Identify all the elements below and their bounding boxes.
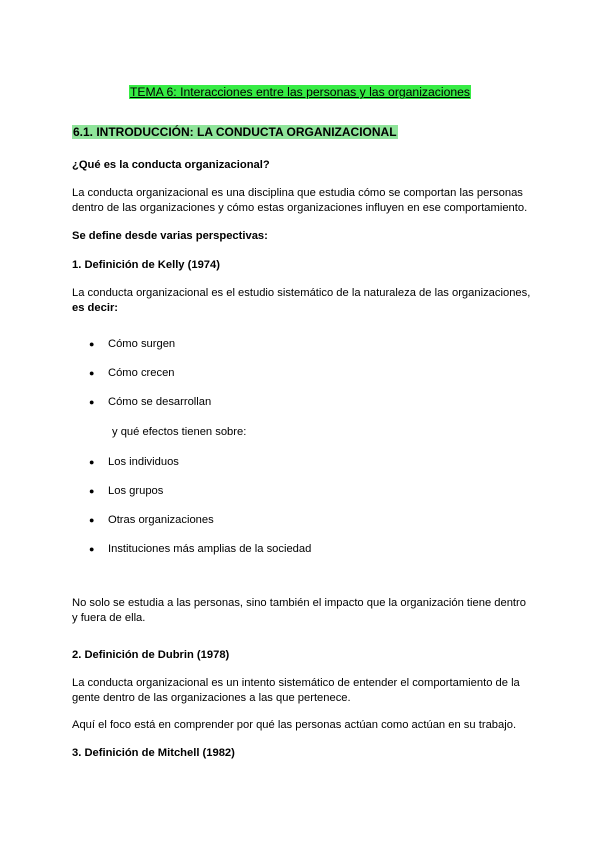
dubrin-focus: Aquí el foco está en comprender por qué las personas actúan como actúan en su trabajo. xyxy=(72,719,517,731)
document-title-text: TEMA 6: Interacciones entre las personas y las organizaciones xyxy=(129,85,471,99)
list-item: Cómo se desarrollan xyxy=(108,396,212,408)
perspectives-heading: Se define desde varias perspectivas: xyxy=(72,230,268,242)
section-heading-text: 6.1. INTRODUCCIÓN: LA CONDUCTA ORGANIZACIONAL xyxy=(73,125,397,139)
list-item: Los individuos xyxy=(108,456,179,468)
kelly-line-1: La conducta organizacional es el estudio sistemático de la naturaleza de las organizaciones, xyxy=(72,287,531,299)
list-item: Otras organizaciones xyxy=(108,514,214,526)
dubrin-heading: 2. Definición de Dubrin (1978) xyxy=(72,649,230,661)
list-item: Instituciones más amplias de la sociedad xyxy=(108,543,312,555)
not-only-line-2: y fuera de ella. xyxy=(72,612,146,624)
intro-line-1: La conducta organizacional es una disciplina que estudia cómo se comportan las personas xyxy=(72,187,523,199)
list-item: Cómo surgen xyxy=(108,338,176,350)
question-heading: ¿Qué es la conducta organizacional? xyxy=(72,159,270,171)
dubrin-line-2: gente dentro de las organizaciones a las que pertenece. xyxy=(72,692,351,704)
list-item: Los grupos xyxy=(108,485,164,497)
bullet-icon: ● xyxy=(89,339,95,349)
mitchell-heading: 3. Definición de Mitchell (1982) xyxy=(72,747,235,759)
bullet-icon: ● xyxy=(89,515,95,525)
intro-line-2: dentro de las organizaciones y cómo estas organizaciones influyen en ese comportamiento. xyxy=(72,202,528,214)
bullet-icon: ● xyxy=(89,368,95,378)
not-only-line-1: No solo se estudia a las personas, sino también el impacto que la organización tiene dentro xyxy=(72,597,526,609)
kelly-heading: 1. Definición de Kelly (1974) xyxy=(72,259,220,271)
kelly-connector: y qué efectos tienen sobre: xyxy=(112,426,247,438)
bullet-icon: ● xyxy=(89,457,95,467)
dubrin-line-1: La conducta organizacional es un intento sistemático de entender el comportamiento de la xyxy=(72,677,520,689)
section-heading xyxy=(72,124,398,140)
list-item: Cómo crecen xyxy=(108,367,175,379)
bullet-icon: ● xyxy=(89,397,95,407)
document-title xyxy=(0,84,600,100)
bullet-icon: ● xyxy=(89,544,95,554)
bullet-icon: ● xyxy=(89,486,95,496)
kelly-line-2: es decir: xyxy=(72,302,119,314)
